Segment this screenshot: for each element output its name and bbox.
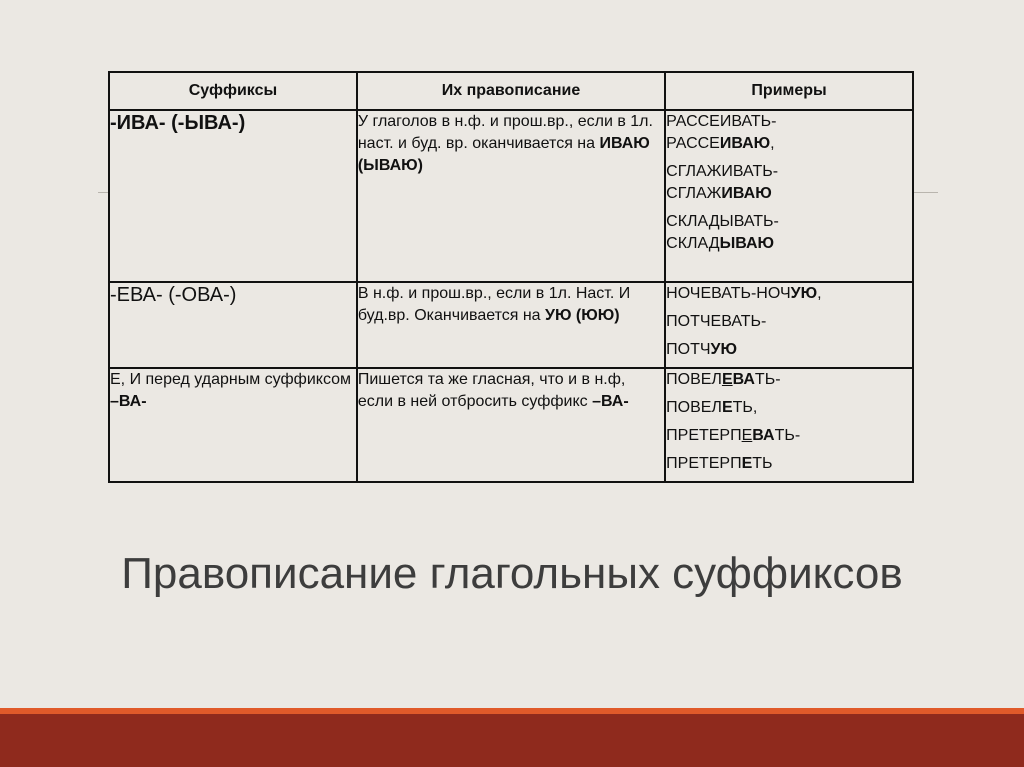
example-line: ПОТЧУЮ xyxy=(666,341,737,358)
example-pair xyxy=(666,161,912,205)
table-row xyxy=(109,110,913,282)
rule-text: Пишется та же гласная, что и в н.ф, если в ней отбросить суффикс xyxy=(357,371,626,410)
header-suffixes: Суффиксы xyxy=(109,72,357,110)
example-line: СКЛАДЫВАЮ xyxy=(666,235,775,252)
suffix-cell xyxy=(109,368,357,482)
example-line: СГЛАЖИВАЮ xyxy=(666,185,772,202)
example-line: ПРЕТЕРПЕТЬ xyxy=(666,455,773,472)
rule-text: У глаголов в н.ф. и прош.вр., если в 1л. наст. и буд. вр. оканчивается на xyxy=(357,113,653,152)
suffix-bold: –ВА- xyxy=(110,393,147,410)
footer-band xyxy=(0,714,1024,767)
rule-ending: ИВАЮ (ЫВАЮ) xyxy=(357,135,650,174)
rule-cell xyxy=(357,110,665,282)
example-pair xyxy=(666,211,912,255)
rule-text: В н.ф. и прош.вр., если в 1л. Наст. И буд.вр. Оканчивается на xyxy=(357,285,631,324)
rule-ending: –ВА- xyxy=(592,393,629,410)
slide-title: Правописание глагольных суффиксов xyxy=(121,549,903,598)
suffix-cell xyxy=(109,110,357,282)
rule-cell xyxy=(357,368,665,482)
header-examples: Примеры xyxy=(665,72,913,110)
suffix-text: Е, И перед ударным суффиксом xyxy=(110,371,352,388)
example-line: СГЛАЖИВАТЬ- xyxy=(666,163,779,180)
suffix-label: -ЕВА- (-ОВА-) xyxy=(110,284,237,306)
suffix-table xyxy=(108,71,914,483)
rule-cell xyxy=(357,282,665,368)
example-line: РАССЕИВАЮ, xyxy=(666,135,775,152)
example-line: ПОВЕЛЕТЬ, xyxy=(666,399,758,416)
examples-cell xyxy=(665,282,913,368)
example-line: НОЧЕВАТЬ-НОЧУЮ, xyxy=(666,285,822,302)
table-row xyxy=(109,368,913,482)
examples-cell xyxy=(665,368,913,482)
table-row xyxy=(109,282,913,368)
example-line: ПОТЧЕВАТЬ- xyxy=(666,313,767,330)
examples-cell xyxy=(665,110,913,282)
example-line: ПОВЕЛЕВАТЬ- xyxy=(666,371,781,388)
example-pair xyxy=(666,111,912,155)
example-line: СКЛАДЫВАТЬ- xyxy=(666,213,779,230)
header-spelling: Их правописание xyxy=(357,72,665,110)
example-line: РАССЕИВАТЬ- xyxy=(666,113,777,130)
table-header-row xyxy=(109,72,913,110)
example-line: ПРЕТЕРПЕВАТЬ- xyxy=(666,427,801,444)
suffix-label: -ИВА- (-ЫВА-) xyxy=(110,112,246,134)
rule-ending: УЮ (ЮЮ) xyxy=(545,307,620,324)
suffix-cell xyxy=(109,282,357,368)
